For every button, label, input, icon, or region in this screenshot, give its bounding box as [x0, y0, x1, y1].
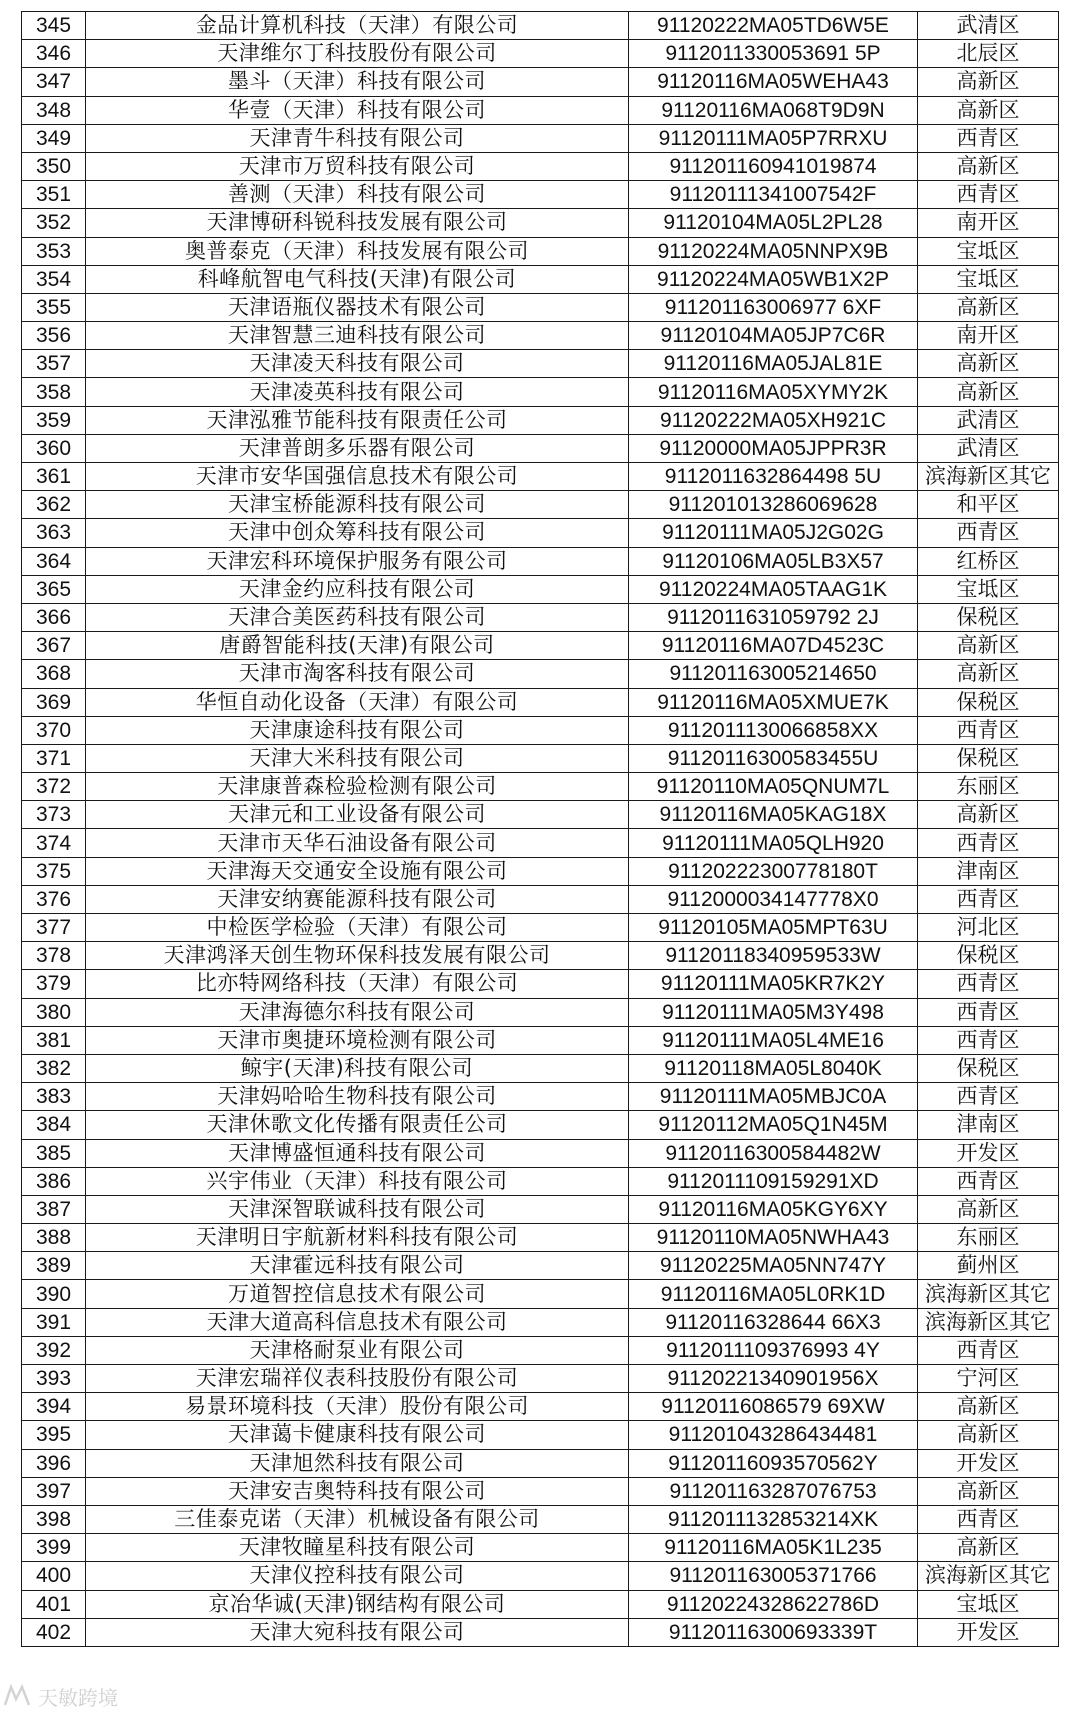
- row-number-cell: 352: [22, 209, 86, 237]
- row-number-cell: 398: [22, 1505, 86, 1533]
- row-number-cell: 396: [22, 1449, 86, 1477]
- row-number-cell: 370: [22, 716, 86, 744]
- table-row: [22, 998, 1059, 1026]
- credit-code-cell: 91120116086579 69XW: [629, 1393, 918, 1421]
- district-cell: 南开区: [918, 209, 1059, 237]
- company-name-cell: 天津蔼卡健康科技有限公司: [86, 1421, 629, 1449]
- district-cell: 武清区: [918, 406, 1059, 434]
- table-row: [22, 632, 1059, 660]
- district-cell: 开发区: [918, 1618, 1059, 1646]
- company-name-cell: 天津市淘客科技有限公司: [86, 660, 629, 688]
- credit-code-cell: 911201163005371766: [629, 1562, 918, 1590]
- district-cell: 西青区: [918, 1026, 1059, 1054]
- credit-code-cell: 911201163006977 6XF: [629, 293, 918, 321]
- row-number-cell: 371: [22, 744, 86, 772]
- row-number-cell: 356: [22, 322, 86, 350]
- credit-code-cell: 91120111MA05J2G02G: [629, 519, 918, 547]
- row-number-cell: 376: [22, 885, 86, 913]
- company-name-cell: 天津市安华国强信息技术有限公司: [86, 463, 629, 491]
- company-registry-table: [21, 11, 1059, 1647]
- table-row: [22, 491, 1059, 519]
- row-number-cell: 394: [22, 1393, 86, 1421]
- company-name-cell: 唐爵智能科技(天津)有限公司: [86, 632, 629, 660]
- company-name-cell: 天津鸿泽天创生物环保科技发展有限公司: [86, 942, 629, 970]
- table-row: [22, 152, 1059, 180]
- row-number-cell: 373: [22, 801, 86, 829]
- row-number-cell: 345: [22, 12, 86, 40]
- row-number-cell: 368: [22, 660, 86, 688]
- row-number-cell: 382: [22, 1054, 86, 1082]
- table-row: [22, 1534, 1059, 1562]
- row-number-cell: 377: [22, 914, 86, 942]
- credit-code-cell: 91120111MA05L4ME16: [629, 1026, 918, 1054]
- company-name-cell: 天津市万贸科技有限公司: [86, 152, 629, 180]
- credit-code-cell: 91120116MA05WEHA43: [629, 68, 918, 96]
- table-row: [22, 829, 1059, 857]
- company-name-cell: 天津牧瞳星科技有限公司: [86, 1534, 629, 1562]
- row-number-cell: 363: [22, 519, 86, 547]
- row-number-cell: 390: [22, 1280, 86, 1308]
- credit-code-cell: 91120116MA068T9D9N: [629, 96, 918, 124]
- credit-code-cell: 91120111MA05P7RRXU: [629, 124, 918, 152]
- credit-code-cell: 91120224MA05NNPX9B: [629, 237, 918, 265]
- table-row: [22, 1111, 1059, 1139]
- row-number-cell: 397: [22, 1477, 86, 1505]
- district-cell: 武清区: [918, 434, 1059, 462]
- district-cell: 高新区: [918, 1393, 1059, 1421]
- company-name-cell: 天津市奥捷环境检测有限公司: [86, 1026, 629, 1054]
- watermark: [2, 1682, 118, 1710]
- table-row: [22, 237, 1059, 265]
- company-name-cell: 善测（天津）科技有限公司: [86, 181, 629, 209]
- district-cell: 滨海新区其它: [918, 1280, 1059, 1308]
- table-row: [22, 1449, 1059, 1477]
- district-cell: 高新区: [918, 68, 1059, 96]
- district-cell: 西青区: [918, 1336, 1059, 1364]
- row-number-cell: 402: [22, 1618, 86, 1646]
- row-number-cell: 391: [22, 1308, 86, 1336]
- district-cell: 西青区: [918, 519, 1059, 547]
- company-name-cell: 天津博研科锐科技发展有限公司: [86, 209, 629, 237]
- company-name-cell: 天津语瓶仪器技术有限公司: [86, 293, 629, 321]
- row-number-cell: 400: [22, 1562, 86, 1590]
- row-number-cell: 389: [22, 1252, 86, 1280]
- table-row: [22, 1195, 1059, 1223]
- company-name-cell: 兴宇伟业（天津）科技有限公司: [86, 1167, 629, 1195]
- district-cell: 西青区: [918, 885, 1059, 913]
- company-name-cell: 天津大道高科信息技术有限公司: [86, 1308, 629, 1336]
- credit-code-cell: 91120116MA05L0RK1D: [629, 1280, 918, 1308]
- credit-code-cell: 91120104MA05JP7C6R: [629, 322, 918, 350]
- company-name-cell: 天津泓雅节能科技有限责任公司: [86, 406, 629, 434]
- district-cell: 保税区: [918, 688, 1059, 716]
- credit-code-cell: 9112011330053691 5P: [629, 40, 918, 68]
- table-row: [22, 1562, 1059, 1590]
- table-row: [22, 857, 1059, 885]
- district-cell: 高新区: [918, 152, 1059, 180]
- row-number-cell: 381: [22, 1026, 86, 1054]
- table-row: [22, 124, 1059, 152]
- credit-code-cell: 91120111341007542F: [629, 181, 918, 209]
- credit-code-cell: 91120221340901956X: [629, 1365, 918, 1393]
- district-cell: 高新区: [918, 378, 1059, 406]
- company-name-cell: 金品计算机科技（天津）有限公司: [86, 12, 629, 40]
- credit-code-cell: 91120116MA07D4523C: [629, 632, 918, 660]
- company-name-cell: 华壹（天津）科技有限公司: [86, 96, 629, 124]
- row-number-cell: 361: [22, 463, 86, 491]
- table-row: [22, 801, 1059, 829]
- row-number-cell: 395: [22, 1421, 86, 1449]
- district-cell: 宝坻区: [918, 575, 1059, 603]
- credit-code-cell: 91120224MA05TAAG1K: [629, 575, 918, 603]
- district-cell: 宝坻区: [918, 237, 1059, 265]
- district-cell: 津南区: [918, 857, 1059, 885]
- table-row: [22, 885, 1059, 913]
- credit-code-cell: 91120222MA05TD6W5E: [629, 12, 918, 40]
- table-row: [22, 914, 1059, 942]
- row-number-cell: 399: [22, 1534, 86, 1562]
- row-number-cell: 387: [22, 1195, 86, 1223]
- credit-code-cell: 91120111MA05KR7K2Y: [629, 970, 918, 998]
- district-cell: 滨海新区其它: [918, 463, 1059, 491]
- district-cell: 高新区: [918, 801, 1059, 829]
- table-row: [22, 744, 1059, 772]
- table-row: [22, 265, 1059, 293]
- row-number-cell: 359: [22, 406, 86, 434]
- district-cell: 红桥区: [918, 547, 1059, 575]
- credit-code-cell: 9112011109376993 4Y: [629, 1336, 918, 1364]
- district-cell: 滨海新区其它: [918, 1308, 1059, 1336]
- row-number-cell: 374: [22, 829, 86, 857]
- table-row: [22, 660, 1059, 688]
- credit-code-cell: 91120116MA05K1L235: [629, 1534, 918, 1562]
- table-row: [22, 716, 1059, 744]
- table-row: [22, 96, 1059, 124]
- table-row: [22, 942, 1059, 970]
- table-row: [22, 68, 1059, 96]
- row-number-cell: 349: [22, 124, 86, 152]
- district-cell: 蓟州区: [918, 1252, 1059, 1280]
- credit-code-cell: 91120224328622786D: [629, 1590, 918, 1618]
- credit-code-cell: 91120104MA05L2PL28: [629, 209, 918, 237]
- table-row: [22, 688, 1059, 716]
- company-name-cell: 天津凌天科技有限公司: [86, 350, 629, 378]
- table-row: [22, 1618, 1059, 1646]
- credit-code-cell: 9112011109159291XD: [629, 1167, 918, 1195]
- table-row: [22, 773, 1059, 801]
- table-row: [22, 970, 1059, 998]
- district-cell: 北辰区: [918, 40, 1059, 68]
- district-cell: 开发区: [918, 1139, 1059, 1167]
- credit-code-cell: 911201163005214650: [629, 660, 918, 688]
- credit-code-cell: 91120106MA05LB3X57: [629, 547, 918, 575]
- company-name-cell: 天津仪控科技有限公司: [86, 1562, 629, 1590]
- table-row: [22, 1167, 1059, 1195]
- district-cell: 河北区: [918, 914, 1059, 942]
- credit-code-cell: 91120000MA05JPPR3R: [629, 434, 918, 462]
- table-row: [22, 575, 1059, 603]
- table-row: [22, 1505, 1059, 1533]
- company-name-cell: 天津大宛科技有限公司: [86, 1618, 629, 1646]
- company-name-cell: 天津市天华石油设备有限公司: [86, 829, 629, 857]
- district-cell: 高新区: [918, 660, 1059, 688]
- credit-code-cell: 91120116300693339T: [629, 1618, 918, 1646]
- company-name-cell: 科峰航智电气科技(天津)有限公司: [86, 265, 629, 293]
- company-name-cell: 比亦特网络科技（天津）有限公司: [86, 970, 629, 998]
- district-cell: 保税区: [918, 744, 1059, 772]
- credit-code-cell: 91120112MA05Q1N45M: [629, 1111, 918, 1139]
- table-row: [22, 1421, 1059, 1449]
- table-row: [22, 1083, 1059, 1111]
- company-name-cell: 天津旭然科技有限公司: [86, 1449, 629, 1477]
- district-cell: 开发区: [918, 1449, 1059, 1477]
- credit-code-cell: 91120222300778180T: [629, 857, 918, 885]
- credit-code-cell: 911201043286434481: [629, 1421, 918, 1449]
- credit-code-cell: 9112011132853214XK: [629, 1505, 918, 1533]
- company-name-cell: 天津金约应科技有限公司: [86, 575, 629, 603]
- credit-code-cell: 91120116MA05KAG18X: [629, 801, 918, 829]
- company-name-cell: 天津安纳赛能源科技有限公司: [86, 885, 629, 913]
- district-cell: 东丽区: [918, 1224, 1059, 1252]
- district-cell: 西青区: [918, 181, 1059, 209]
- credit-code-cell: 911201163287076753: [629, 1477, 918, 1505]
- credit-code-cell: 91120116MA05XYMY2K: [629, 378, 918, 406]
- district-cell: 宝坻区: [918, 1590, 1059, 1618]
- table-row: [22, 1477, 1059, 1505]
- district-cell: 武清区: [918, 12, 1059, 40]
- credit-code-cell: 9112011130066858XX: [629, 716, 918, 744]
- row-number-cell: 354: [22, 265, 86, 293]
- district-cell: 西青区: [918, 1505, 1059, 1533]
- row-number-cell: 360: [22, 434, 86, 462]
- district-cell: 保税区: [918, 1054, 1059, 1082]
- company-name-cell: 天津合美医药科技有限公司: [86, 603, 629, 631]
- company-name-cell: 三佳泰克诺（天津）机械设备有限公司: [86, 1505, 629, 1533]
- row-number-cell: 383: [22, 1083, 86, 1111]
- row-number-cell: 386: [22, 1167, 86, 1195]
- district-cell: 滨海新区其它: [918, 1562, 1059, 1590]
- credit-code-cell: 9112011632864498 5U: [629, 463, 918, 491]
- table-row: [22, 1280, 1059, 1308]
- company-name-cell: 奥普泰克（天津）科技发展有限公司: [86, 237, 629, 265]
- company-name-cell: 墨斗（天津）科技有限公司: [86, 68, 629, 96]
- credit-code-cell: 91120116300584482W: [629, 1139, 918, 1167]
- table-row: [22, 519, 1059, 547]
- credit-code-cell: 91120118MA05L8040K: [629, 1054, 918, 1082]
- table-row: [22, 1308, 1059, 1336]
- district-cell: 西青区: [918, 716, 1059, 744]
- district-cell: 高新区: [918, 632, 1059, 660]
- company-name-cell: 天津青牛科技有限公司: [86, 124, 629, 152]
- table-row: [22, 547, 1059, 575]
- table-row: [22, 1026, 1059, 1054]
- row-number-cell: 351: [22, 181, 86, 209]
- company-name-cell: 天津深智联诚科技有限公司: [86, 1195, 629, 1223]
- row-number-cell: 393: [22, 1365, 86, 1393]
- row-number-cell: 355: [22, 293, 86, 321]
- credit-code-cell: 91120111MA05QLH920: [629, 829, 918, 857]
- row-number-cell: 357: [22, 350, 86, 378]
- table-row: [22, 1224, 1059, 1252]
- row-number-cell: 367: [22, 632, 86, 660]
- company-name-cell: 天津元和工业设备有限公司: [86, 801, 629, 829]
- row-number-cell: 369: [22, 688, 86, 716]
- row-number-cell: 366: [22, 603, 86, 631]
- table-row: [22, 603, 1059, 631]
- district-cell: 高新区: [918, 350, 1059, 378]
- credit-code-cell: 911201160941019874: [629, 152, 918, 180]
- credit-code-cell: 91120116328644 66X3: [629, 1308, 918, 1336]
- table-row: [22, 12, 1059, 40]
- credit-code-cell: 91120116MA05JAL81E: [629, 350, 918, 378]
- credit-code-cell: 91120224MA05WB1X2P: [629, 265, 918, 293]
- row-number-cell: 365: [22, 575, 86, 603]
- row-number-cell: 353: [22, 237, 86, 265]
- credit-code-cell: 91120225MA05NN747Y: [629, 1252, 918, 1280]
- row-number-cell: 364: [22, 547, 86, 575]
- table-row: [22, 1139, 1059, 1167]
- row-number-cell: 401: [22, 1590, 86, 1618]
- table-row: [22, 463, 1059, 491]
- company-name-cell: 京冶华诚(天津)钢结构有限公司: [86, 1590, 629, 1618]
- district-cell: 南开区: [918, 322, 1059, 350]
- district-cell: 宁河区: [918, 1365, 1059, 1393]
- company-name-cell: 天津海天交通安全设施有限公司: [86, 857, 629, 885]
- row-number-cell: 358: [22, 378, 86, 406]
- watermark-text: 天敏跨境: [38, 1685, 118, 1710]
- row-number-cell: 375: [22, 857, 86, 885]
- company-name-cell: 天津海德尔科技有限公司: [86, 998, 629, 1026]
- company-name-cell: 天津康普森检验检测有限公司: [86, 773, 629, 801]
- company-name-cell: 万道智控信息技术有限公司: [86, 1280, 629, 1308]
- district-cell: 西青区: [918, 998, 1059, 1026]
- district-cell: 高新区: [918, 1421, 1059, 1449]
- credit-code-cell: 91120111MA05M3Y498: [629, 998, 918, 1026]
- district-cell: 津南区: [918, 1111, 1059, 1139]
- row-number-cell: 384: [22, 1111, 86, 1139]
- credit-code-cell: 9112011631059792 2J: [629, 603, 918, 631]
- table-row: [22, 1393, 1059, 1421]
- credit-code-cell: 91120105MA05MPT63U: [629, 914, 918, 942]
- table-row: [22, 293, 1059, 321]
- table-row: [22, 1054, 1059, 1082]
- row-number-cell: 380: [22, 998, 86, 1026]
- table-row: [22, 209, 1059, 237]
- company-name-cell: 天津妈哈哈生物科技有限公司: [86, 1083, 629, 1111]
- company-name-cell: 易景环境科技（天津）股份有限公司: [86, 1393, 629, 1421]
- company-name-cell: 天津宝桥能源科技有限公司: [86, 491, 629, 519]
- table-row: [22, 322, 1059, 350]
- table-row: [22, 350, 1059, 378]
- table-row: [22, 1336, 1059, 1364]
- row-number-cell: 372: [22, 773, 86, 801]
- row-number-cell: 362: [22, 491, 86, 519]
- row-number-cell: 385: [22, 1139, 86, 1167]
- district-cell: 西青区: [918, 970, 1059, 998]
- company-name-cell: 鲸宇(天津)科技有限公司: [86, 1054, 629, 1082]
- credit-code-cell: 91120222MA05XH921C: [629, 406, 918, 434]
- row-number-cell: 348: [22, 96, 86, 124]
- company-name-cell: 天津博盛恒通科技有限公司: [86, 1139, 629, 1167]
- table-body: [22, 12, 1059, 1647]
- company-name-cell: 天津明日宇航新材料科技有限公司: [86, 1224, 629, 1252]
- row-number-cell: 378: [22, 942, 86, 970]
- company-name-cell: 天津霍远科技有限公司: [86, 1252, 629, 1280]
- company-name-cell: 天津大米科技有限公司: [86, 744, 629, 772]
- credit-code-cell: 91120116093570562Y: [629, 1449, 918, 1477]
- company-name-cell: 天津康途科技有限公司: [86, 716, 629, 744]
- table-row: [22, 1365, 1059, 1393]
- district-cell: 高新区: [918, 293, 1059, 321]
- district-cell: 和平区: [918, 491, 1059, 519]
- company-name-cell: 天津凌英科技有限公司: [86, 378, 629, 406]
- company-name-cell: 天津安吉奥特科技有限公司: [86, 1477, 629, 1505]
- row-number-cell: 347: [22, 68, 86, 96]
- district-cell: 高新区: [918, 96, 1059, 124]
- district-cell: 高新区: [918, 1195, 1059, 1223]
- district-cell: 西青区: [918, 1083, 1059, 1111]
- table-row: [22, 378, 1059, 406]
- credit-code-cell: 91120118340959533W: [629, 942, 918, 970]
- credit-code-cell: 91120116MA05KGY6XY: [629, 1195, 918, 1223]
- table-row: [22, 1252, 1059, 1280]
- credit-code-cell: 91120116MA05XMUE7K: [629, 688, 918, 716]
- district-cell: 保税区: [918, 603, 1059, 631]
- watermark-logo-icon: [2, 1683, 32, 1709]
- district-cell: 西青区: [918, 1167, 1059, 1195]
- row-number-cell: 392: [22, 1336, 86, 1364]
- district-cell: 保税区: [918, 942, 1059, 970]
- credit-code-cell: 9112000034147778X0: [629, 885, 918, 913]
- company-name-cell: 天津宏瑞祥仪表科技股份有限公司: [86, 1365, 629, 1393]
- company-name-cell: 天津维尔丁科技股份有限公司: [86, 40, 629, 68]
- credit-code-cell: 91120110MA05QNUM7L: [629, 773, 918, 801]
- company-name-cell: 天津中创众筹科技有限公司: [86, 519, 629, 547]
- row-number-cell: 350: [22, 152, 86, 180]
- district-cell: 高新区: [918, 1534, 1059, 1562]
- table-row: [22, 40, 1059, 68]
- company-name-cell: 中检医学检验（天津）有限公司: [86, 914, 629, 942]
- row-number-cell: 346: [22, 40, 86, 68]
- table-row: [22, 1590, 1059, 1618]
- credit-code-cell: 911201013286069628: [629, 491, 918, 519]
- row-number-cell: 388: [22, 1224, 86, 1252]
- table-row: [22, 434, 1059, 462]
- company-name-cell: 天津普朗多乐器有限公司: [86, 434, 629, 462]
- district-cell: 西青区: [918, 829, 1059, 857]
- district-cell: 东丽区: [918, 773, 1059, 801]
- district-cell: 高新区: [918, 1477, 1059, 1505]
- credit-code-cell: 91120116300583455U: [629, 744, 918, 772]
- company-name-cell: 华恒自动化设备（天津）有限公司: [86, 688, 629, 716]
- district-cell: 西青区: [918, 124, 1059, 152]
- district-cell: 宝坻区: [918, 265, 1059, 293]
- table-row: [22, 181, 1059, 209]
- row-number-cell: 379: [22, 970, 86, 998]
- table-row: [22, 406, 1059, 434]
- company-name-cell: 天津智慧三迪科技有限公司: [86, 322, 629, 350]
- credit-code-cell: 91120111MA05MBJC0A: [629, 1083, 918, 1111]
- company-name-cell: 天津休歌文化传播有限责任公司: [86, 1111, 629, 1139]
- company-name-cell: 天津宏科环境保护服务有限公司: [86, 547, 629, 575]
- company-name-cell: 天津格耐泵业有限公司: [86, 1336, 629, 1364]
- credit-code-cell: 91120110MA05NWHA43: [629, 1224, 918, 1252]
